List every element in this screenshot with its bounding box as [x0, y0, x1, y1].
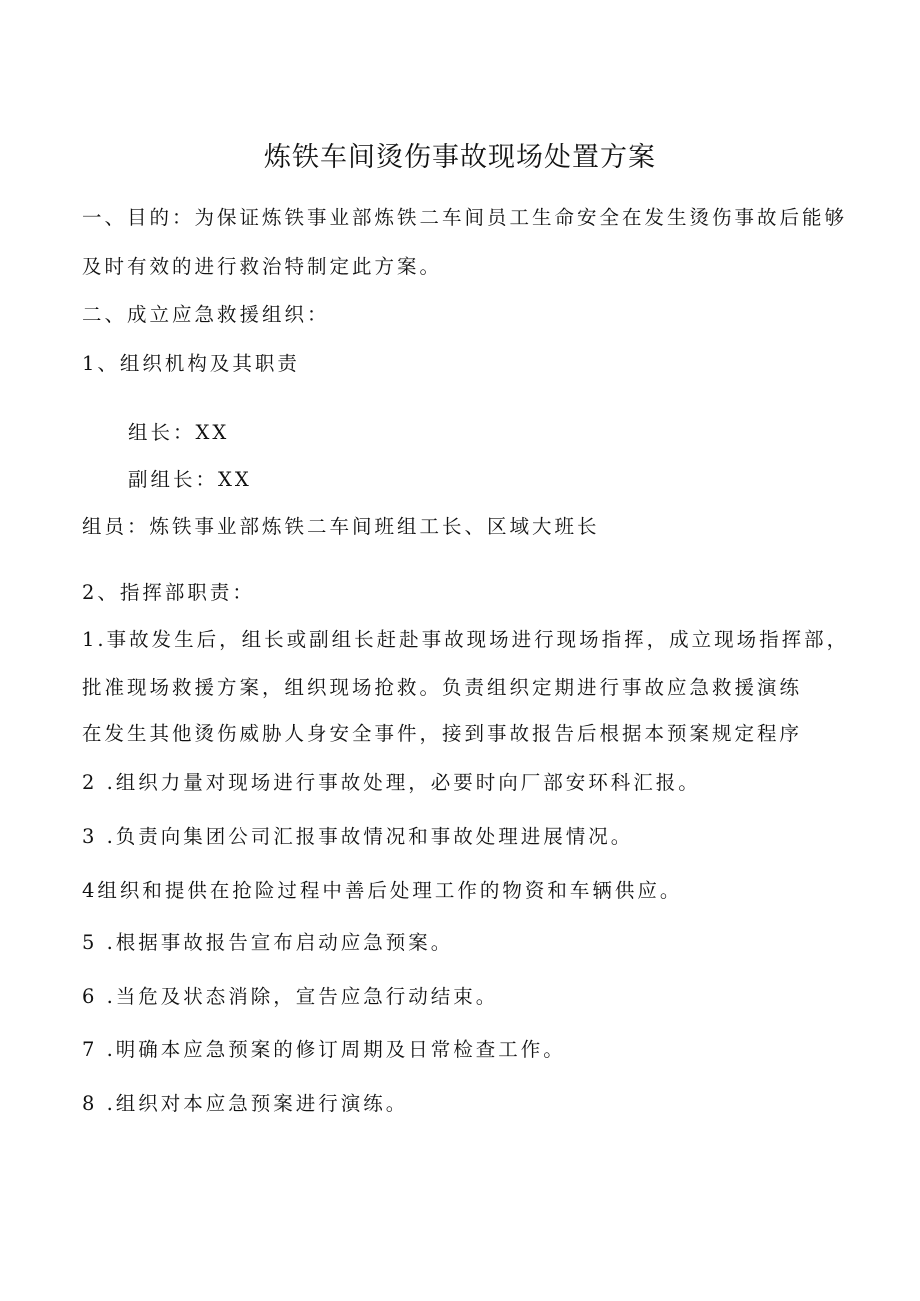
subsection-2-heading: 2、指挥部职责：	[82, 581, 255, 604]
document-title: 炼铁车间烫伤事故现场处置方案	[264, 142, 656, 173]
duty-8-line: 8 .组织对本应急预案进行演练。	[82, 1092, 409, 1115]
duty-1-line-1: 1.事故发生后，组长或副组长赶赴事故现场进行现场指挥，成立现场指挥部，	[82, 628, 850, 651]
duty-1-line-3: 在发生其他烫伤威胁人身安全事件，接到事故报告后根据本预案规定程序	[82, 722, 803, 745]
duty-3-line: 3 .负责向集团公司汇报事故情况和事故处理进展情况。	[82, 825, 634, 848]
subsection-1-heading: 1、组织机构及其职责	[82, 352, 300, 375]
duty-5-line: 5 .根据事故报告宣布启动应急预案。	[82, 931, 454, 954]
duty-7-line: 7 .明确本应急预案的修订周期及日常检查工作。	[82, 1038, 566, 1061]
duty-4-line: 4组织和提供在抢险过程中善后处理工作的物资和车辆供应。	[82, 879, 683, 902]
section-2-heading: 二、成立应急救援组织：	[82, 303, 330, 326]
members-line: 组员：炼铁事业部炼铁二车间班组工长、区域大班长	[82, 515, 600, 538]
duty-6-line: 6 .当危及状态消除，宣告应急行动结束。	[82, 985, 499, 1008]
purpose-line-1: 一、目的：为保证炼铁事业部炼铁二车间员工生命安全在发生烫伤事故后能够	[82, 206, 848, 229]
duty-2-line: 2 .组织力量对现场进行事故处理，必要时向厂部安环科汇报。	[82, 771, 701, 794]
leader-line: 组长：XX	[128, 421, 230, 444]
deputy-leader-line: 副组长：XX	[128, 468, 252, 491]
purpose-line-2: 及时有效的进行救治特制定此方案。	[82, 255, 443, 278]
duty-1-line-2: 批准现场救援方案，组织现场抢救。负责组织定期进行事故应急救援演练	[82, 676, 803, 699]
